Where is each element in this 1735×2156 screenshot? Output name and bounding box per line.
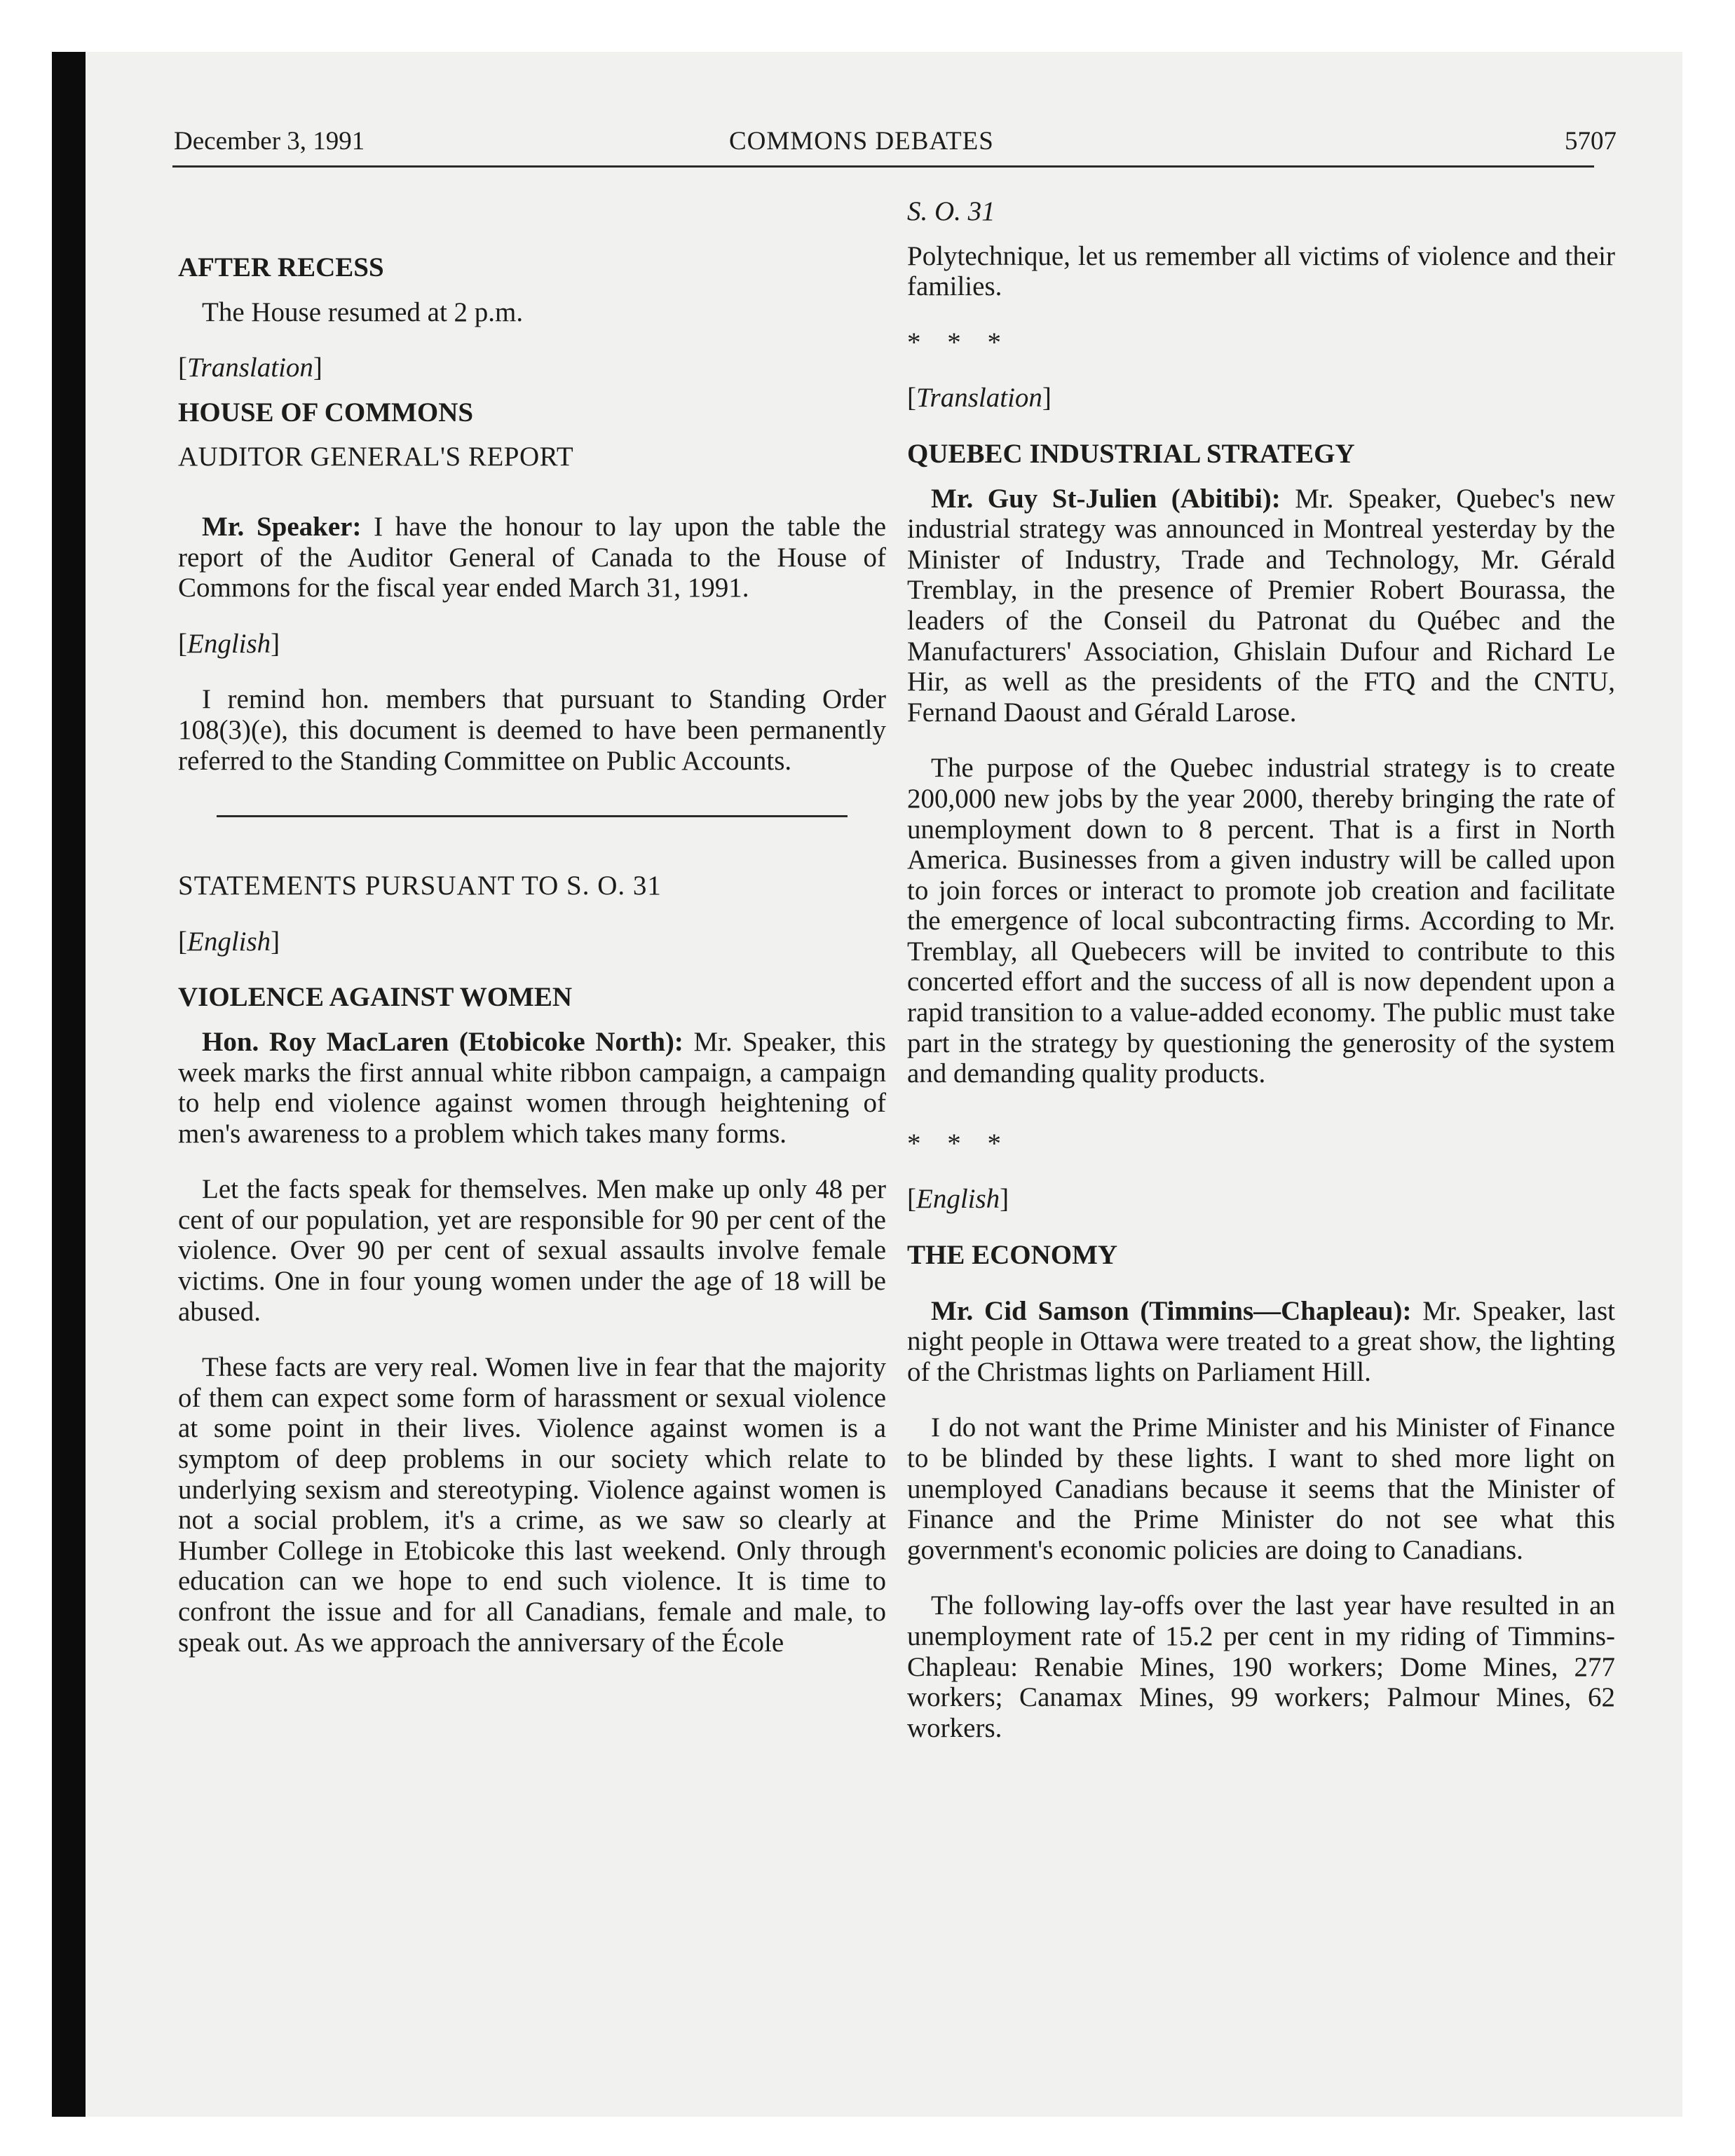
heading-quebec-industrial-strategy: QUEBEC INDUSTRIAL STRATEGY: [907, 438, 1355, 469]
speaker-paragraph: Mr. Speaker: I have the honour to lay upon the table the report of the Auditor General of Canada to the House of Commons for the fiscal year ended March 31, 1991.: [178, 511, 887, 603]
speaker-name: Hon. Roy MacLaren (Etobicoke North):: [202, 1026, 683, 1057]
language-tag-english: [English]: [178, 628, 280, 659]
header-title: COMMONS DEBATES: [729, 127, 994, 156]
speaker-name: Mr. Speaker:: [202, 511, 362, 542]
heading-the-economy: THE ECONOMY: [907, 1240, 1118, 1271]
speaker-paragraph: Mr. Cid Samson (Timmins—Chapleau): Mr. Speaker, last night people in Ottawa were treated to a great show, the lighting of the Christmas lights on Parliament Hill.: [907, 1295, 1615, 1387]
header-date: December 3, 1991: [174, 127, 365, 156]
header-rule: [172, 165, 1594, 168]
header-page-number: 5707: [1565, 127, 1617, 156]
speaker-paragraph: Mr. Guy St-Julien (Abitibi): Mr. Speaker, Quebec's new industrial strategy was announced in Montreal yesterday by the Minister of Industry, Trade and Technology, Mr. Gérald Tremblay, in the presence of Premier Robert Bourassa, the leaders of the Conseil du Patronat du Québec and the Manufacturers' Association, Ghislain Dufour and Richard Le Hir, as well as the presidents of the FTQ and the CNTU, Fernand Daoust and Gérald Larose.: [907, 483, 1616, 728]
speaker-name: Mr. Guy St-Julien (Abitibi):: [931, 483, 1281, 514]
left-column: [178, 252, 886, 1658]
remind-paragraph: I remind hon. members that pursuant to Standing Order 108(3)(e), this document is deemed to have been permanently referred to the Standing Committee on Public Accounts.: [178, 684, 886, 776]
heading-statements: STATEMENTS PURSUANT TO S. O. 31: [178, 871, 662, 901]
heading-house-of-commons: HOUSE OF COMMONS: [178, 397, 474, 428]
body-paragraph: These facts are very real. Women live in fear that the majority of them can expect some form of harassment or sexual violence at some point in their lives. Violence against women is a symptom of deep problems in our society which relate to underlying sexism and stereotyping. Violence against women is not a social problem, it's a crime, as we saw so clearly at Humber College in Etobicoke this last weekend. Only through education can we hope to end such violence. It is time to confront the issue and for all Canadians, female and male, to speak out. As we approach the anniversary of the École: [178, 1352, 886, 1658]
body-paragraph: Polytechnique, let us remember all victims of violence and their families.: [907, 240, 1615, 302]
heading-violence-against-women: VIOLENCE AGAINST WOMEN: [178, 982, 573, 1013]
language-tag-translation: [Translation]: [178, 353, 322, 383]
language-tag-english: [English]: [178, 926, 280, 957]
body-paragraph: I do not want the Prime Minister and his Minister of Finance to be blinded by these lights. I want to shed more light on unemployed Canadians because it seems that the Minister of Finance and the Prime Minister do not see what this government's economic policies are doing to Canadians.: [907, 1412, 1615, 1565]
speaker-paragraph: Hon. Roy MacLaren (Etobicoke North): Mr. Speaker, this week marks the first annual white ribbon campaign, a campaign to help end violence against women through heightening of men's awareness to a problem which takes many forms.: [178, 1026, 886, 1149]
right-column: [907, 196, 1615, 1743]
section-separator-stars: * * *: [907, 327, 1011, 357]
body-paragraph: Let the facts speak for themselves. Men make up only 48 per cent of our population, yet are responsible for 90 per cent of the violence. Over 90 per cent of sexual assaults involve female victims. One in four young women under the age of 18 will be abused.: [178, 1174, 886, 1327]
subheading-auditor-report: AUDITOR GENERAL'S REPORT: [178, 442, 574, 472]
body-paragraph: The purpose of the Quebec industrial strategy is to create 200,000 new jobs by the year 2000, thereby bringing the rate of unemployment down to 8 percent. That is a first in North America. Businesses from a given industry will be called upon to join forces or interact to promote job creation and facilitate the emergence of local subcontracting firms. According to Mr. Tremblay, all Quebecers will be invited to contribute to this concerted effort and the success of all is now dependent upon a rapid transition to a value-added economy. The public must take part in the strategy by questioning the generosity of the system and demanding quality products.: [907, 753, 1615, 1089]
binding-edge: [52, 52, 86, 2117]
section-separator-stars: * * *: [907, 1128, 1011, 1159]
language-tag-translation: [Translation]: [907, 383, 1052, 414]
heading-after-recess: AFTER RECESS: [178, 252, 384, 282]
language-tag-english: [English]: [907, 1184, 1009, 1215]
subject-marker: S. O. 31: [907, 196, 995, 226]
body-paragraph: The following lay-offs over the last year have resulted in an unemployment rate of 15.2 per cent in my riding of Timmins-Chapleau: Renabie Mines, 190 workers; Dome Mines, 277 workers; Canamax Mines, 99 workers; Palmour Mines, 62 workers.: [907, 1590, 1615, 1743]
speaker-name: Mr. Cid Samson (Timmins—Chapleau):: [931, 1295, 1412, 1326]
resumed-text: The House resumed at 2 p.m.: [202, 296, 524, 327]
